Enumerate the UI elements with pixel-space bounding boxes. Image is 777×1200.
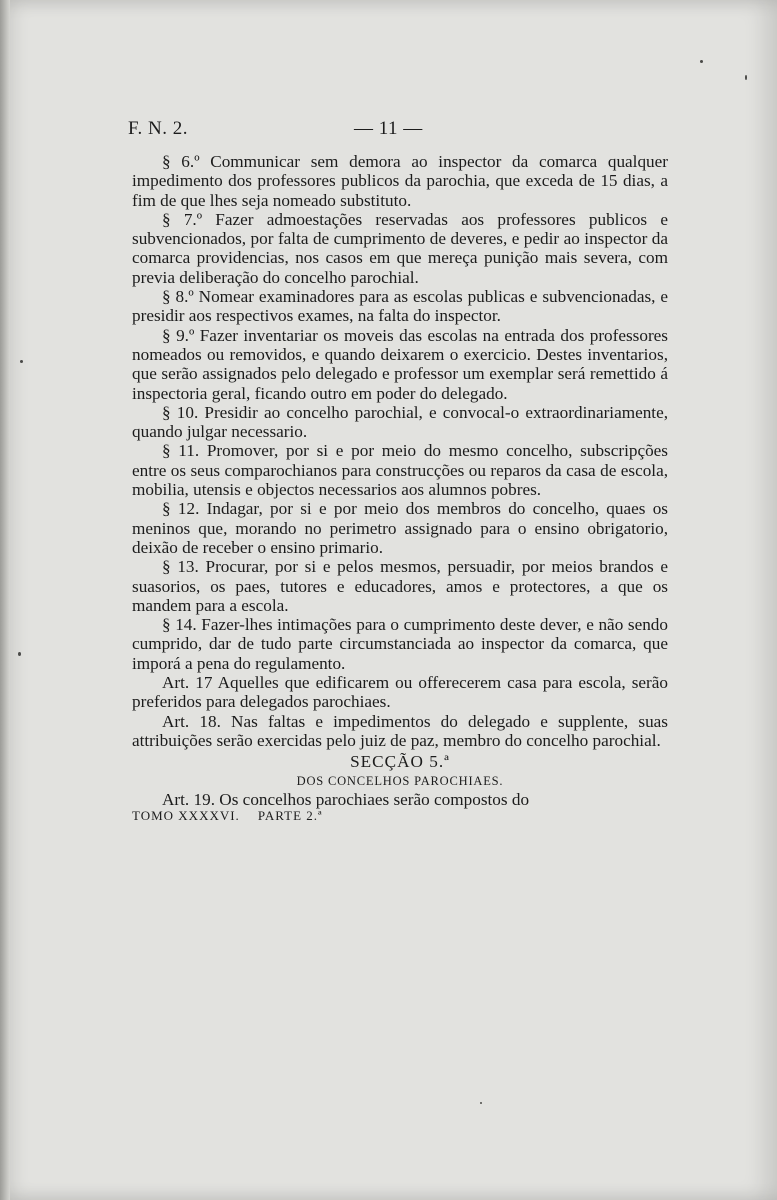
print-speck (700, 60, 703, 63)
paragraph-s8: § 8.º Nomear examinadores para as escolas publicas e subvencionadas, e presidir aos respectivos exames, na falta do inspector. (132, 287, 668, 326)
paragraph-s13: § 13. Procurar, por si e pelos mesmos, persuadir, por meios brandos e suasorios, os paes, tutores e educadores, amos e protectores, a que os mandem para a escola. (132, 557, 668, 615)
section-title: SECÇÃO 5.ª (350, 752, 450, 772)
paragraph-art19: Art. 19. Os concelhos parochiaes serão compostos do (162, 789, 530, 809)
page-number: — 11 — (354, 118, 423, 139)
paragraph-s6: § 6.º Communicar sem demora ao inspector da comarca qualquer impedimento dos professores publicos da parochia, que exceda de 15 dias, a fim de que lhes seja nomeado substituto. (132, 152, 668, 210)
page-footer (132, 808, 668, 824)
paragraph-s7: § 7.º Fazer admoestações reservadas aos professores publicos e subvencionados, por falta de cumprimento de deveres, e pedir ao inspector da comarca providencias, nos casos em que mereça punição mais severa, com previa deliberação do concelho parochial. (132, 209, 668, 287)
print-speck (480, 1102, 482, 1104)
page-header (128, 118, 668, 148)
print-speck (20, 360, 23, 363)
print-speck (745, 75, 747, 80)
paragraph-s14: § 14. Fazer-lhes intimações para o cumprimento deste dever, e não sendo cumprido, dar de tudo parte circumstanciada ao inspector da comarca, que imporá a pena do regulamento. (132, 615, 668, 673)
printer-signature: F. N. 2. (128, 118, 189, 139)
volume-label: TOMO XXXXVI. (132, 807, 240, 823)
paragraph-s11: § 11. Promover, por si e por meio do mesmo concelho, subscripções entre os seus comparochianos para construcções ou reparos da casa de escola, mobilia, utensis e objectos necessarios aos alumnos pobres. (132, 441, 668, 500)
paragraph-s10: § 10. Presidir ao concelho parochial, e convocal-o extraordinariamente, quando julgar necessario. (132, 402, 668, 442)
body-text (132, 152, 668, 824)
paragraph-s12: § 12. Indagar, por si e por meio dos membros do concelho, quaes os meninos que, morando no perimetro assignado para o ensino obrigatorio, deixão de receber o ensino primario. (132, 499, 668, 557)
section-subtitle: DOS CONCELHOS PAROCHIAES. (296, 773, 504, 788)
paragraph-s9: § 9.º Fazer inventariar os moveis das escolas na entrada dos professores nomeados ou removidos, e quando deixarem o exercicio. Destes inventarios, que serão assignados pelo delegado e professor um exemplar será remettido á inspectoria geral, ficando outro em poder do delegado. (132, 325, 668, 403)
paragraph-art18: Art. 18. Nas faltas e impedimentos do delegado e supplente, suas attribuições serão exercidas pelo juiz de paz, membro do concelho parochial. (132, 711, 668, 750)
part-label: PARTE 2.ª (257, 807, 323, 823)
paragraph-art17: Art. 17 Aquelles que edificarem ou offerecerem casa para escola, serão preferidos para delegados parochiaes. (132, 673, 668, 712)
print-speck (18, 652, 21, 656)
page-edge-shadow (0, 0, 10, 1200)
